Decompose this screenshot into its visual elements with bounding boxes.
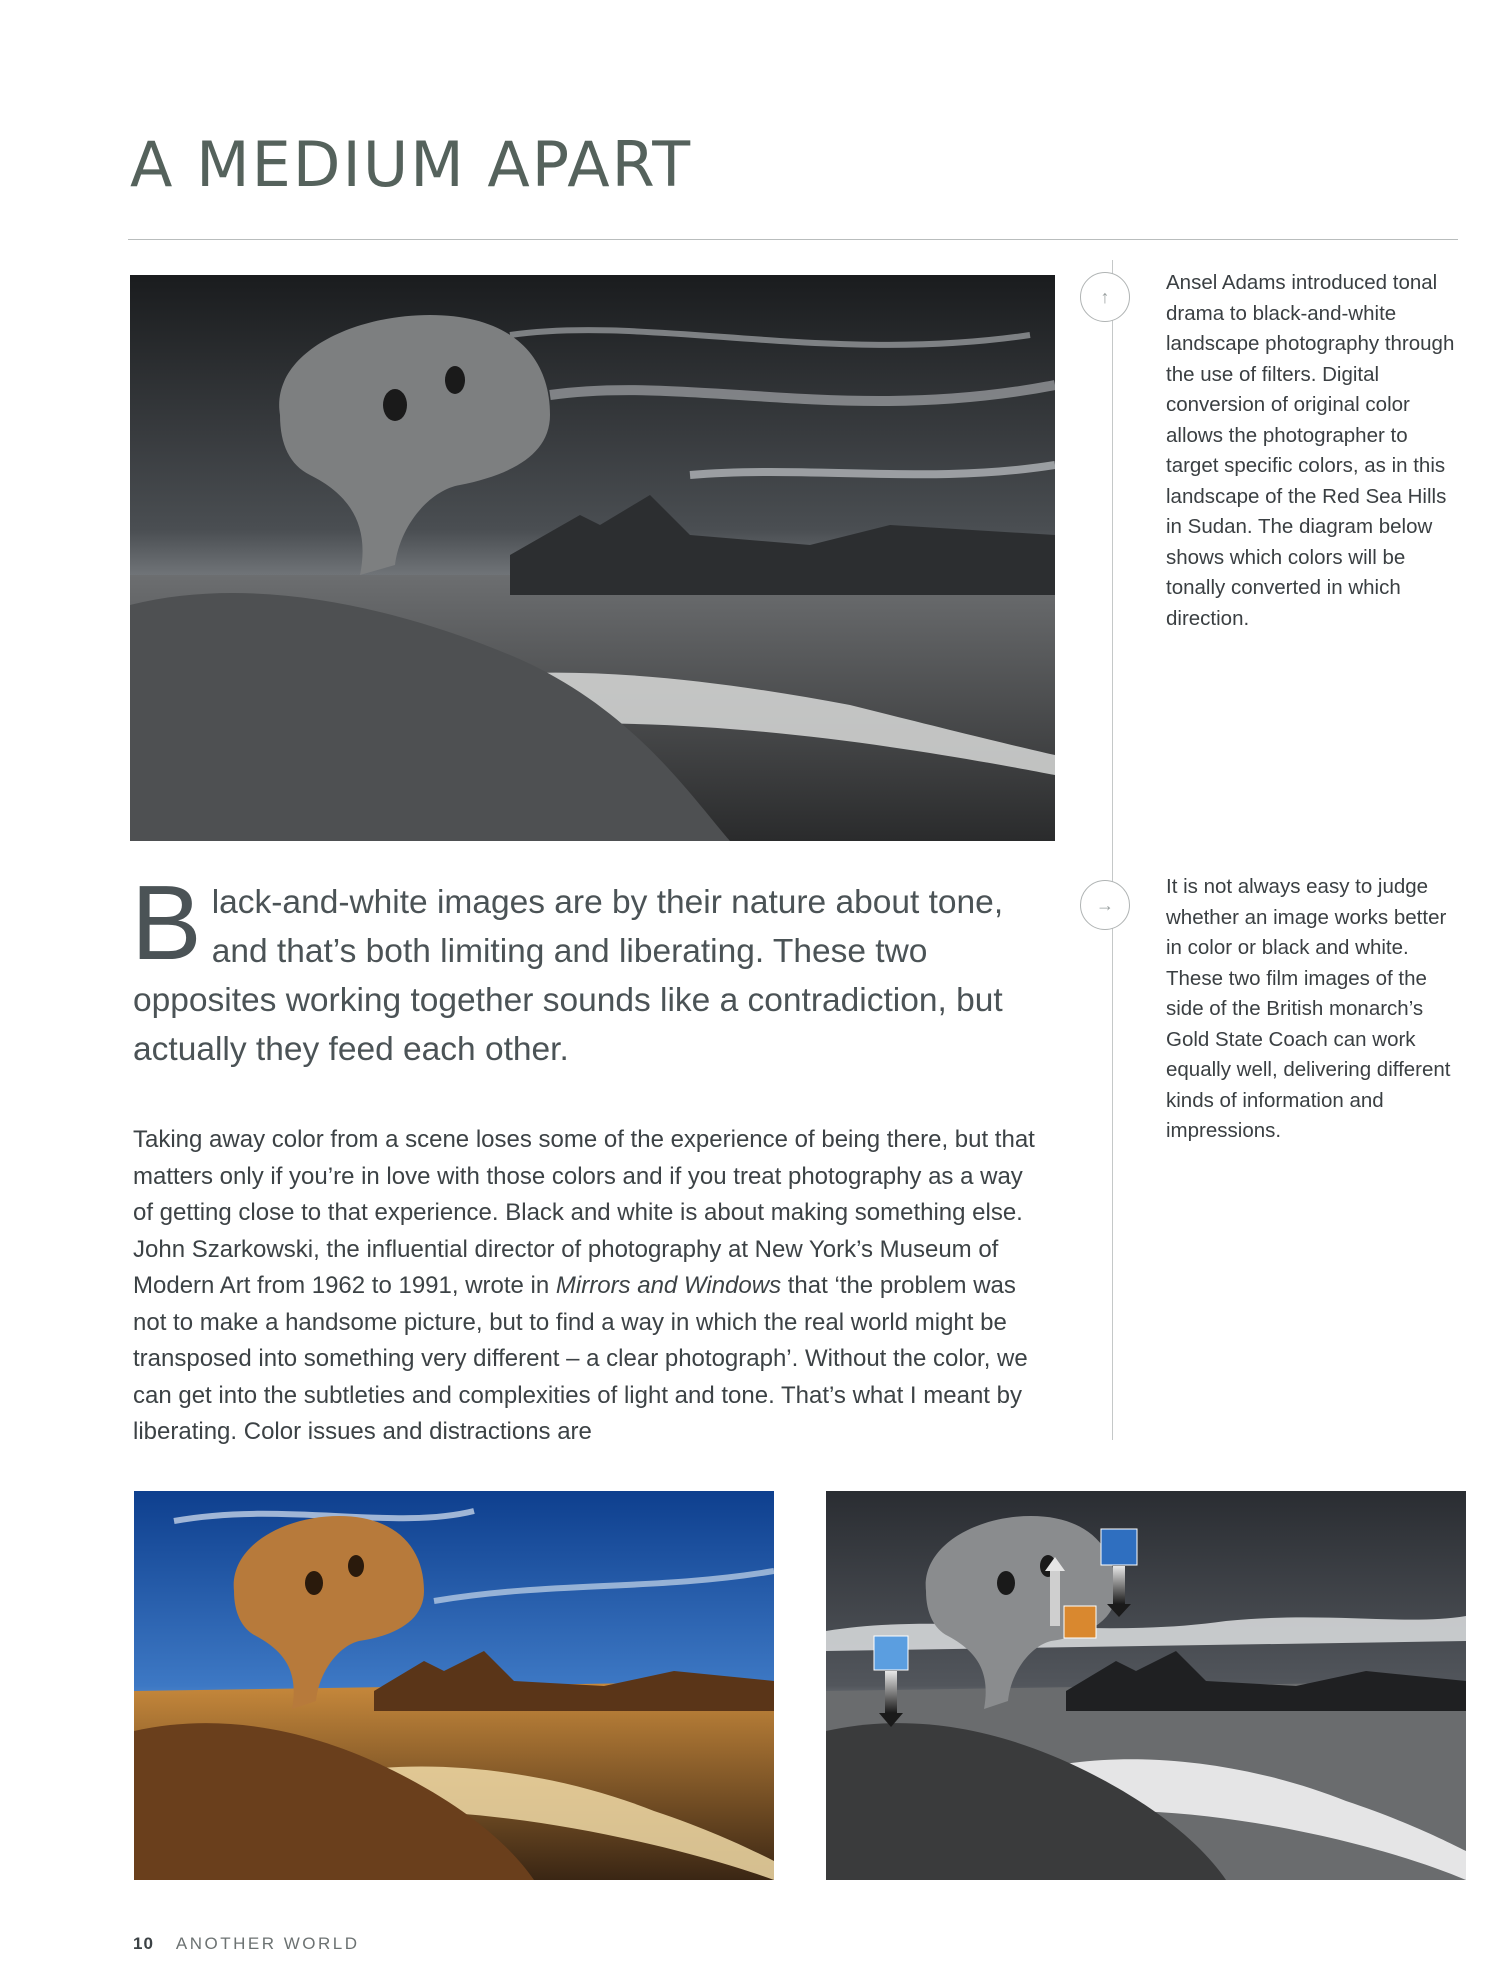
lead-text: lack-and-white images are by their nature about tone, and that’s both limiting and liberating. These two opposites working together sounds like a contradiction, but actually they feed each other. [133, 884, 1004, 1068]
page-title: A MEDIUM APART [130, 128, 693, 201]
section-name: ANOTHER WORLD [175, 1934, 360, 1953]
tonal-diagram-photo [826, 1491, 1466, 1880]
arrow-up-icon: ↑ [1080, 272, 1130, 322]
arrow-right-icon: → [1080, 880, 1130, 930]
drop-cap: B [131, 864, 202, 982]
lead-paragraph [131, 864, 1053, 1074]
bw-landscape-photo [130, 275, 1055, 841]
book-title: Mirrors and Windows [555, 1272, 782, 1299]
page-footer [133, 1934, 360, 1954]
caption-2: It is not always easy to judge whether an image works better in color or black and white. These two film images of the side of the British monarch’s Gold State Coach can work equally well, delivering different kinds of information and impressions. [1166, 875, 1451, 1142]
body-paragraph [133, 1122, 1048, 1451]
header-rule [128, 239, 1458, 240]
arrow-down-bar [1113, 1566, 1125, 1604]
orange-swatch [1064, 1606, 1096, 1638]
blue-swatch [1101, 1529, 1137, 1565]
caption-1: Ansel Adams introduced tonal drama to black-and-white landscape photography through the use of filters. Digital conversion of original color allows the photographer to target specific colors, as in this landscape of the Red Sea Hills in Sudan. The diagram below shows which colors will be tonally converted in which direction. [1166, 271, 1455, 630]
arrow-down-bar-2 [885, 1671, 897, 1713]
margin-rule [1112, 260, 1113, 1440]
color-landscape-photo [134, 1491, 774, 1880]
arrow-up-bar [1050, 1571, 1060, 1626]
body-text-2: that ‘the problem was not to make a handsome picture, but to find a way in which the real world might be transposed into something very different – a clear photograph’. Without the color, we can get into the subtleties and complexities of light and tone. That’s what I meant by liberating. Color issues and distractions are [133, 1272, 1028, 1445]
body-text-1: Taking away color from a scene loses some of the experience of being there, but that matters only if you’re in love with those colors and if you treat photography as a way of getting close to that experience. Black and white is about making something else. John Szarkowski, the influential director of photography at New York’s Museum of Modern Art from 1962 to 1991, wrote in [133, 1126, 1035, 1299]
page-number: 10 [133, 1934, 154, 1953]
light-blue-swatch [874, 1636, 908, 1670]
